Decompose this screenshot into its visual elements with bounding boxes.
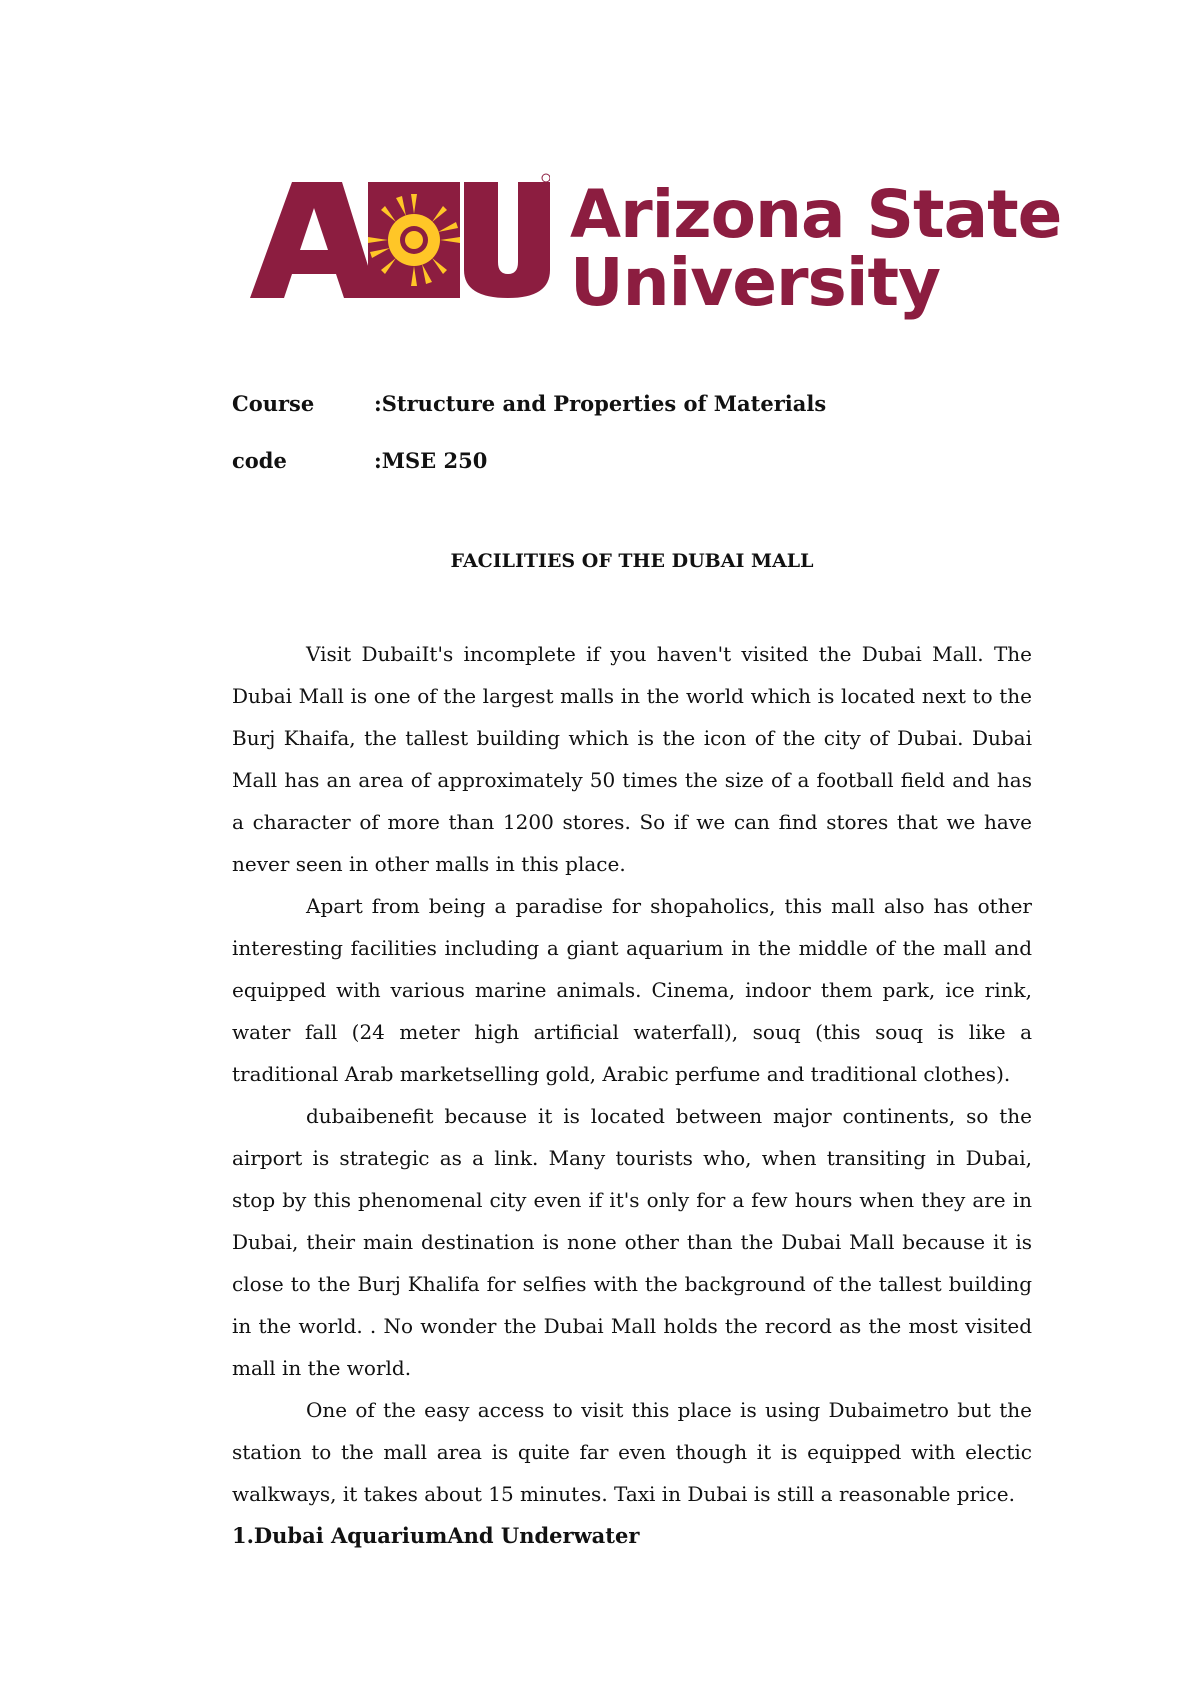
paragraph: Apart from being a paradise for shopaholics, this mall also has other interesting facilities including a giant aquarium in the middle of the mall and equipped with various marine animals. Cinema, indoor them park, ice rink, water fall (24 meter high artificial waterfall), souq (this souq is like a traditional Arab marketselling gold, Arabic perfume and traditional clothes).: [232, 894, 1032, 1086]
course-value: :Structure and Properties of Materials: [374, 391, 827, 416]
paragraph: dubaibenefit because it is located between major continents, so the airport is strategic as a link. Many tourists who, when transiting in Dubai, stop by this phenomenal city even if it's only for a few hours when they are in Dubai, their main destination is none other than the Dubai Mall because it is close to the Burj Khalifa for selfies with the background of the tallest building in the world. . No wonder the Dubai Mall holds the record as the most visited mall in the world.: [232, 1104, 1032, 1380]
logo-name-line1: Arizona State: [570, 176, 1062, 253]
logo-name-line2: University: [570, 244, 941, 321]
paragraph: Visit DubaiIt's incomplete if you haven't visited the Dubai Mall. The Dubai Mall is one of the largest malls in the world which is located next to the Burj Khaifa, the tallest building which is the icon of the city of Dubai. Dubai Mall has an area of approximately 50 times the size of a football field and has a character of more than 1200 stores. So if we can find stores that we have never seen in other malls in this place.: [232, 642, 1032, 876]
course-label: Course: [232, 391, 315, 416]
paragraph: One of the easy access to visit this place is using Dubaimetro but the station to the mall area is quite far even though it is equipped with electic walkways, it takes about 15 minutes. Taxi in Dubai is still a reasonable price.: [232, 1398, 1032, 1506]
asu-logo: [250, 170, 1062, 330]
body-text: [232, 633, 1032, 1557]
code-label: code: [232, 448, 287, 473]
section-heading: 1.Dubai AquariumAnd Underwater: [232, 1523, 640, 1548]
document-title: FACILITIES OF THE DUBAI MALL: [450, 550, 814, 572]
asu-mark-icon: [250, 170, 550, 330]
code-value: :MSE 250: [374, 448, 488, 473]
